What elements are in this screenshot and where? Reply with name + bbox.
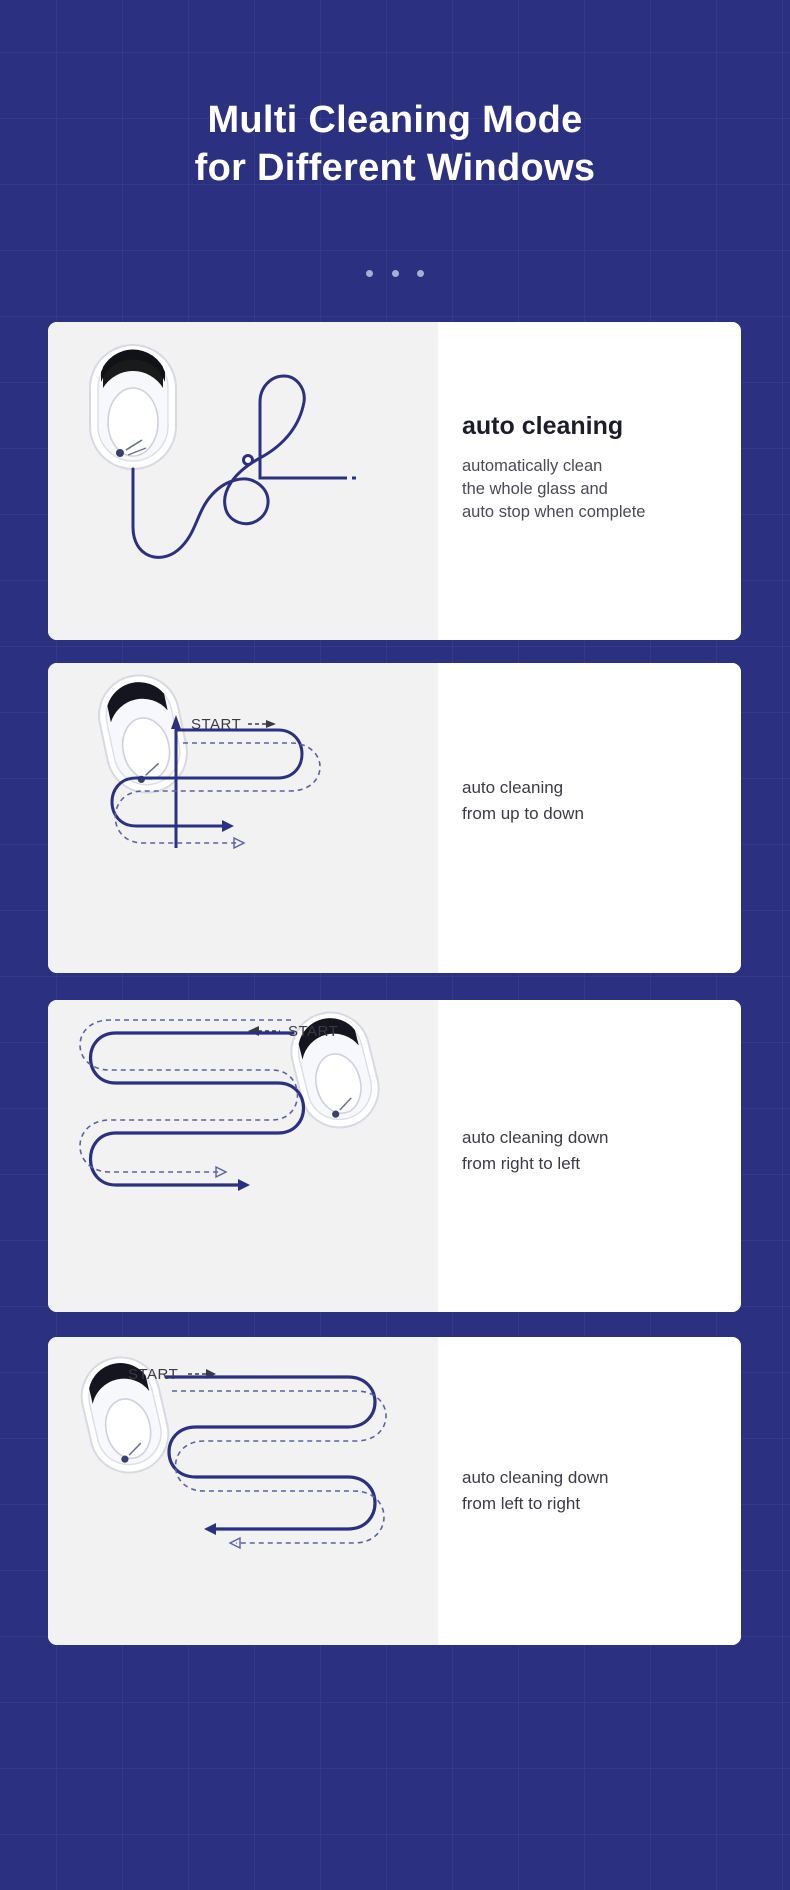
dot-icon: [417, 270, 424, 277]
diagram-left-to-right: [48, 1337, 438, 1645]
card-description-line-1: auto cleaning down: [462, 1468, 609, 1487]
diagram-auto-cleaning: [48, 322, 438, 640]
page-title-line-1: Multi Cleaning Mode: [207, 99, 583, 141]
card-text-auto-cleaning: [438, 322, 741, 640]
diagram-up-to-down: [48, 663, 438, 973]
mode-card-up-to-down: [48, 663, 741, 973]
start-label: START: [128, 1366, 179, 1383]
card-description-line-1: automatically clean: [462, 457, 603, 475]
dot-icon: [366, 270, 373, 277]
start-label: START: [288, 1023, 339, 1040]
start-label: START: [191, 716, 242, 733]
card-description-line-1: auto cleaning: [462, 778, 564, 797]
path-diagram-freeform: [48, 322, 438, 640]
card-text-left-to-right: [438, 1337, 741, 1645]
decorative-dots: [0, 265, 790, 283]
path-diagram-up-to-down: [48, 663, 438, 973]
mode-card-auto-cleaning: [48, 322, 741, 640]
card-description-line-1: auto cleaning down: [462, 1128, 609, 1147]
card-headline: auto cleaning: [462, 412, 624, 440]
robot-illustration: [90, 345, 176, 469]
diagram-right-to-left: [48, 1000, 438, 1312]
card-description-line-2: from left to right: [462, 1494, 581, 1513]
path-diagram-right-to-left: [48, 1000, 438, 1312]
card-description-line-3: auto stop when complete: [462, 503, 646, 521]
card-description-line-2: from up to down: [462, 804, 584, 823]
dot-icon: [392, 270, 399, 277]
mode-card-left-to-right: [48, 1337, 741, 1645]
page-title-line-2: for Different Windows: [194, 147, 596, 189]
page-header: [0, 96, 790, 192]
card-description-line-2: from right to left: [462, 1154, 581, 1173]
card-text-right-to-left: [438, 1000, 741, 1312]
robot-illustration: [92, 668, 195, 800]
card-description-line-2: the whole glass and: [462, 480, 608, 498]
path-diagram-left-to-right: [48, 1337, 438, 1645]
mode-card-right-to-left: [48, 1000, 741, 1312]
card-text-up-to-down: [438, 663, 741, 973]
